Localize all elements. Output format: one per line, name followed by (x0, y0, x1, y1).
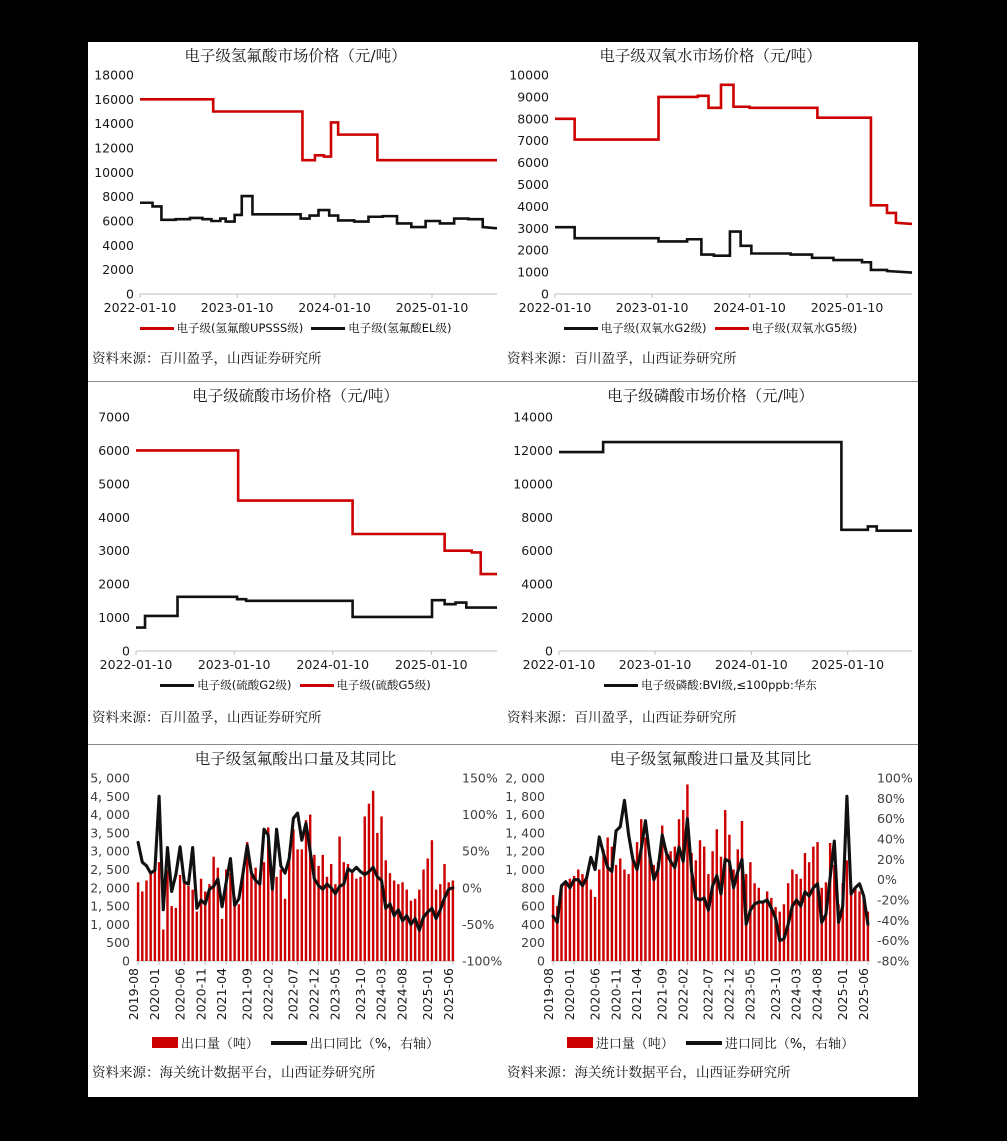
legend-line-icon (311, 327, 345, 330)
svg-text:2, 000: 2, 000 (90, 880, 130, 896)
svg-text:4000: 4000 (98, 509, 130, 525)
legend-item (311, 320, 451, 336)
svg-text:2020-06: 2020-06 (587, 968, 603, 1021)
svg-text:1, 500: 1, 500 (90, 898, 130, 914)
legend-item (140, 320, 304, 336)
svg-text:600: 600 (521, 898, 545, 914)
panel-hf-price (88, 42, 503, 382)
svg-text:2022-01-10: 2022-01-10 (103, 300, 177, 316)
legend-item (715, 320, 858, 336)
panel-h2so4-price (88, 382, 503, 745)
svg-text:2025-06: 2025-06 (855, 968, 871, 1021)
legend-line-icon (300, 684, 334, 687)
svg-text:10000: 10000 (509, 67, 549, 83)
svg-text:2024-03: 2024-03 (788, 968, 804, 1021)
svg-text:2022-01-10: 2022-01-10 (518, 300, 592, 316)
svg-text:5000: 5000 (98, 476, 130, 492)
panel-h3po4-price (503, 382, 918, 745)
legend-line-icon (715, 327, 749, 330)
svg-text:1, 000: 1, 000 (90, 916, 130, 932)
svg-text:150%: 150% (462, 770, 498, 786)
svg-text:1, 600: 1, 600 (505, 807, 545, 823)
svg-text:8000: 8000 (521, 509, 553, 525)
svg-text:4000: 4000 (102, 237, 134, 253)
svg-text:2000: 2000 (98, 576, 130, 592)
svg-text:-20%: -20% (877, 892, 910, 908)
legend-label: 电子级(双氧水G5级) (751, 321, 858, 336)
svg-text:4000: 4000 (517, 198, 549, 214)
hf-price-svg (88, 65, 503, 320)
svg-text:-50%: -50% (462, 916, 495, 932)
svg-text:2000: 2000 (517, 242, 549, 258)
legend-label: 电子级(硫酸G2级) (197, 678, 292, 693)
svg-text:2021-09: 2021-09 (654, 968, 670, 1021)
svg-text:500: 500 (106, 935, 130, 951)
svg-text:2, 500: 2, 500 (90, 862, 130, 878)
svg-text:100%: 100% (877, 770, 913, 786)
chart-legend (503, 320, 918, 336)
svg-text:9000: 9000 (517, 89, 549, 105)
svg-text:2022-02: 2022-02 (675, 968, 691, 1021)
svg-text:0: 0 (122, 643, 130, 659)
svg-text:2024-01-10: 2024-01-10 (298, 300, 371, 316)
svg-text:6000: 6000 (517, 155, 549, 171)
panel-hf-export (88, 745, 503, 1097)
source-note: 资料来源：百川盈孚，山西证券研究所 (507, 351, 737, 368)
svg-text:2025-01-10: 2025-01-10 (395, 300, 469, 316)
legend-label: 出口量（吨） (180, 1037, 259, 1053)
source-note: 资料来源：百川盈孚，山西证券研究所 (92, 710, 322, 727)
svg-text:2024-01-10: 2024-01-10 (296, 657, 370, 673)
svg-text:2020-11: 2020-11 (193, 968, 209, 1021)
svg-text:0: 0 (122, 953, 130, 969)
svg-text:2025-01: 2025-01 (834, 968, 850, 1021)
chart-row-1 (88, 42, 918, 382)
svg-text:0: 0 (537, 953, 545, 969)
svg-text:2024-08: 2024-08 (809, 968, 825, 1021)
legend-line-icon (271, 1041, 307, 1045)
svg-text:2024-03: 2024-03 (373, 968, 389, 1021)
chart-legend (88, 1033, 503, 1052)
legend-label: 电子级(氢氟酸EL级) (348, 321, 452, 336)
svg-text:-80%: -80% (877, 953, 910, 969)
legend-label: 电子级(双氧水G2级) (600, 321, 707, 336)
svg-text:2019-08: 2019-08 (541, 968, 557, 1021)
svg-text:2020-01: 2020-01 (562, 968, 578, 1021)
svg-text:2, 000: 2, 000 (505, 770, 545, 786)
chart-canvas-h3po4-price (503, 405, 918, 677)
legend-box-icon (152, 1037, 178, 1048)
svg-text:50%: 50% (462, 843, 490, 859)
legend-item (160, 677, 291, 693)
hf-import-svg (503, 768, 918, 1033)
source-note: 资料来源：百川盈孚，山西证券研究所 (507, 710, 737, 727)
svg-text:2024-08: 2024-08 (394, 968, 410, 1021)
svg-text:6000: 6000 (102, 213, 134, 229)
svg-text:0: 0 (541, 286, 549, 302)
svg-text:2000: 2000 (521, 610, 553, 626)
hf-export-svg (88, 768, 503, 1033)
svg-text:14000: 14000 (94, 116, 134, 132)
panel-title: 电子级双氧水市场价格（元/吨） (599, 47, 822, 65)
svg-text:5000: 5000 (517, 177, 549, 193)
legend-line-icon (604, 684, 638, 687)
svg-text:1, 800: 1, 800 (505, 788, 545, 804)
svg-text:2023-05: 2023-05 (742, 968, 758, 1021)
svg-text:-40%: -40% (877, 912, 910, 928)
chart-canvas-hf-import (503, 768, 918, 1033)
row-divider (88, 744, 918, 745)
svg-text:800: 800 (521, 880, 545, 896)
legend-line-icon (160, 684, 194, 687)
svg-text:80%: 80% (877, 790, 905, 806)
svg-text:1, 400: 1, 400 (505, 825, 545, 841)
svg-text:2025-01-10: 2025-01-10 (810, 300, 884, 316)
svg-text:2021-09: 2021-09 (239, 968, 255, 1021)
svg-text:3000: 3000 (98, 543, 130, 559)
chart-row-2 (88, 382, 918, 745)
svg-text:2022-01-10: 2022-01-10 (522, 657, 596, 673)
chart-legend (88, 677, 503, 693)
svg-text:0: 0 (126, 286, 134, 302)
svg-text:2025-06: 2025-06 (440, 968, 456, 1021)
legend-item (271, 1033, 439, 1052)
svg-text:6000: 6000 (521, 543, 553, 559)
legend-line-icon (140, 327, 174, 330)
svg-text:2023-01-10: 2023-01-10 (618, 657, 692, 673)
svg-text:0%: 0% (462, 880, 482, 896)
svg-text:-60%: -60% (877, 933, 910, 949)
svg-text:400: 400 (521, 916, 545, 932)
svg-text:2025-01-10: 2025-01-10 (811, 657, 885, 673)
svg-text:2024-01-10: 2024-01-10 (715, 657, 788, 673)
chart-legend (503, 1033, 918, 1052)
legend-label: 电子级(硫酸G5级) (336, 678, 431, 693)
svg-text:2023-05: 2023-05 (327, 968, 343, 1021)
panel-title: 电子级氢氟酸市场价格（元/吨） (184, 47, 407, 65)
svg-text:2021-04: 2021-04 (214, 968, 230, 1021)
svg-text:5, 000: 5, 000 (90, 770, 130, 786)
svg-text:2023-10: 2023-10 (352, 968, 368, 1021)
svg-text:7000: 7000 (517, 133, 549, 149)
svg-text:2019-08: 2019-08 (126, 968, 142, 1021)
legend-label: 电子级磷酸:BVI级,≤100ppb:华东 (641, 678, 817, 693)
svg-text:8000: 8000 (102, 189, 134, 205)
svg-text:4000: 4000 (521, 576, 553, 592)
svg-text:1000: 1000 (517, 264, 549, 280)
svg-text:2000: 2000 (102, 262, 134, 278)
legend-line-icon (564, 327, 598, 330)
legend-box-icon (567, 1037, 593, 1048)
svg-text:12000: 12000 (513, 442, 553, 458)
legend-item (152, 1033, 259, 1052)
svg-text:3, 500: 3, 500 (90, 825, 130, 841)
svg-text:-100%: -100% (462, 953, 503, 969)
svg-text:18000: 18000 (94, 67, 134, 83)
svg-text:2020-11: 2020-11 (608, 968, 624, 1021)
svg-text:2022-07: 2022-07 (700, 968, 716, 1021)
svg-text:2025-01: 2025-01 (419, 968, 435, 1021)
legend-item (300, 677, 431, 693)
svg-text:0: 0 (545, 643, 553, 659)
svg-text:1, 000: 1, 000 (505, 862, 545, 878)
h2o2-price-svg (503, 65, 918, 320)
panel-title: 电子级氢氟酸出口量及其同比 (194, 750, 397, 768)
svg-text:8000: 8000 (517, 111, 549, 127)
chart-row-3 (88, 745, 918, 1097)
chart-legend (88, 320, 503, 336)
svg-text:2023-01-10: 2023-01-10 (615, 300, 689, 316)
svg-text:200: 200 (521, 935, 545, 951)
h2so4-price-svg (88, 405, 503, 677)
svg-text:3, 000: 3, 000 (90, 843, 130, 859)
panel-h2o2-price (503, 42, 918, 382)
panel-title: 电子级硫酸市场价格（元/吨） (192, 387, 399, 405)
h3po4-price-svg (503, 405, 918, 677)
panel-title: 电子级氢氟酸进口量及其同比 (609, 750, 812, 768)
svg-text:1, 200: 1, 200 (505, 843, 545, 859)
svg-text:4, 500: 4, 500 (90, 788, 130, 804)
legend-label: 进口量（吨） (595, 1037, 674, 1053)
source-note: 资料来源：海关统计数据平台，山西证券研究所 (507, 1065, 791, 1082)
legend-item (564, 320, 707, 336)
svg-text:60%: 60% (877, 811, 905, 827)
svg-text:2022-12: 2022-12 (721, 968, 737, 1021)
report-figure-page (88, 42, 918, 1097)
chart-canvas-h2o2-price (503, 65, 918, 320)
svg-text:2022-01-10: 2022-01-10 (99, 657, 173, 673)
svg-text:2025-01-10: 2025-01-10 (394, 657, 468, 673)
legend-line-icon (686, 1041, 722, 1045)
svg-text:16000: 16000 (94, 91, 134, 107)
chart-canvas-h2so4-price (88, 405, 503, 677)
svg-text:2023-01-10: 2023-01-10 (200, 300, 274, 316)
svg-text:2020-06: 2020-06 (172, 968, 188, 1021)
svg-text:2023-10: 2023-10 (767, 968, 783, 1021)
svg-text:10000: 10000 (513, 476, 553, 492)
svg-text:40%: 40% (877, 831, 905, 847)
svg-text:2022-12: 2022-12 (306, 968, 322, 1021)
legend-item (567, 1033, 674, 1052)
svg-text:20%: 20% (877, 851, 905, 867)
svg-text:7000: 7000 (98, 409, 130, 425)
svg-text:0%: 0% (877, 872, 897, 888)
chart-canvas-hf-export (88, 768, 503, 1033)
svg-text:12000: 12000 (94, 140, 134, 156)
legend-label: 进口同比（%，右轴） (724, 1037, 855, 1053)
chart-legend (503, 677, 918, 693)
panel-title: 电子级磷酸市场价格（元/吨） (607, 387, 814, 405)
legend-item (604, 677, 817, 693)
svg-text:2024-01-10: 2024-01-10 (713, 300, 786, 316)
legend-item (686, 1033, 854, 1052)
svg-text:10000: 10000 (94, 164, 134, 180)
svg-text:2022-07: 2022-07 (285, 968, 301, 1021)
panel-hf-import (503, 745, 918, 1097)
svg-text:1000: 1000 (98, 610, 130, 626)
svg-text:3000: 3000 (517, 220, 549, 236)
svg-text:2020-01: 2020-01 (147, 968, 163, 1021)
svg-text:2022-02: 2022-02 (260, 968, 276, 1021)
svg-text:2023-01-10: 2023-01-10 (197, 657, 271, 673)
svg-text:4, 000: 4, 000 (90, 807, 130, 823)
svg-text:100%: 100% (462, 807, 498, 823)
source-note: 资料来源：海关统计数据平台，山西证券研究所 (92, 1065, 376, 1082)
legend-label: 电子级(氢氟酸UPSSS级) (176, 321, 304, 336)
chart-canvas-hf-price (88, 65, 503, 320)
svg-text:2021-04: 2021-04 (629, 968, 645, 1021)
svg-text:14000: 14000 (513, 409, 553, 425)
source-note: 资料来源：百川盈孚，山西证券研究所 (92, 351, 322, 368)
svg-text:6000: 6000 (98, 442, 130, 458)
legend-label: 出口同比（%，右轴） (309, 1037, 440, 1053)
